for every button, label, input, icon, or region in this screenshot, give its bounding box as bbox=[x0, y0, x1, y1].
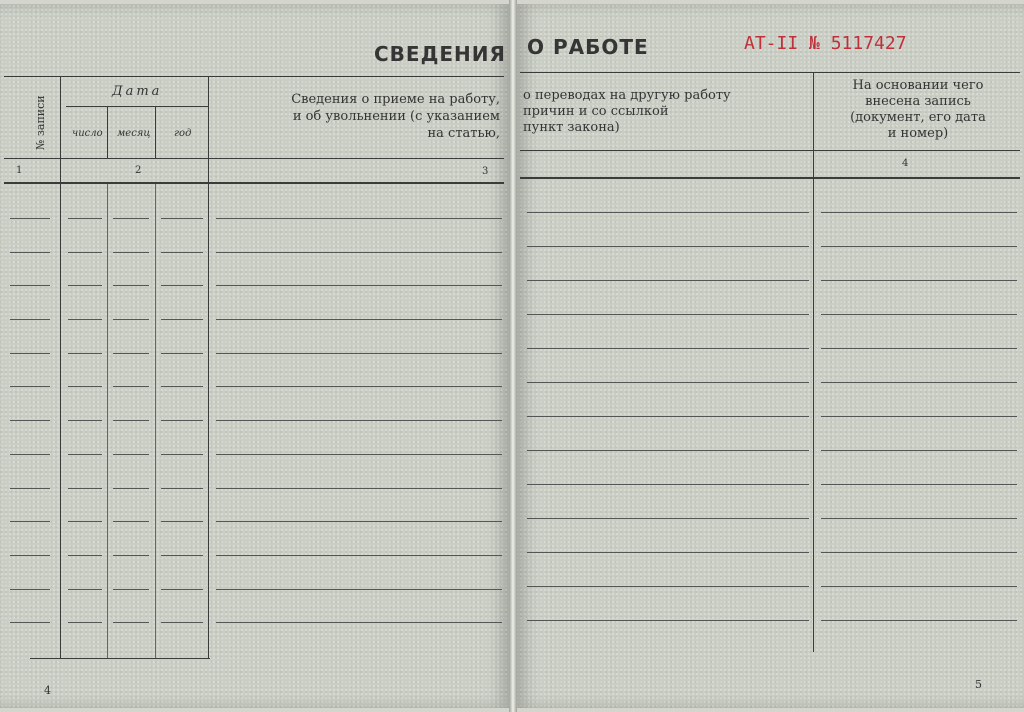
book-spine bbox=[509, 0, 517, 712]
ruled-line-basis bbox=[821, 382, 1017, 383]
ruled-line-info-left bbox=[216, 386, 502, 387]
date-subdivider-2 bbox=[155, 106, 156, 158]
ruled-line-entry bbox=[10, 218, 50, 219]
ruled-line-info-right bbox=[527, 314, 809, 315]
ruled-line-info-right bbox=[527, 484, 809, 485]
entry-number-header: № записи bbox=[34, 95, 47, 150]
ruled-line-year bbox=[161, 218, 203, 219]
right-header-bottom-rule bbox=[520, 177, 1020, 179]
ruled-line-info-left bbox=[216, 488, 502, 489]
ruled-line-info-left bbox=[216, 622, 502, 623]
section-title-right: О РАБОТЕ bbox=[527, 35, 649, 59]
ruled-line-info-left bbox=[216, 420, 502, 421]
column-number-1: 1 bbox=[16, 165, 23, 176]
col-divider-basis bbox=[813, 72, 814, 652]
info-left-header-1: Сведения о приеме на работу, bbox=[291, 92, 500, 107]
info-left-header-2: и об увольнении (с указанием bbox=[292, 109, 500, 124]
ruled-line-month bbox=[113, 521, 149, 522]
ruled-line-day bbox=[68, 252, 102, 253]
ruled-line-info-right bbox=[527, 212, 809, 213]
ruled-line-entry bbox=[10, 386, 50, 387]
day-header: число bbox=[72, 128, 103, 139]
ruled-line-info-left bbox=[216, 555, 502, 556]
basis-header-1: На основании чего bbox=[852, 78, 984, 93]
ruled-line-month bbox=[113, 420, 149, 421]
info-right-header-1: о переводах на другую работу bbox=[523, 88, 731, 103]
ruled-line-year bbox=[161, 252, 203, 253]
ruled-line-day bbox=[68, 622, 102, 623]
serial-number: АТ-II № 5117427 bbox=[744, 33, 907, 54]
ruled-line-year bbox=[161, 285, 203, 286]
ruled-line-basis bbox=[821, 586, 1017, 587]
ruled-line-day bbox=[68, 488, 102, 489]
ruled-line-basis bbox=[821, 484, 1017, 485]
ruled-line-month bbox=[113, 252, 149, 253]
ruled-line-day bbox=[68, 589, 102, 590]
ruled-line-year bbox=[161, 386, 203, 387]
ruled-line-month bbox=[113, 353, 149, 354]
ruled-line-entry bbox=[10, 252, 50, 253]
ruled-line-day bbox=[68, 319, 102, 320]
ruled-line-entry bbox=[10, 589, 50, 590]
ruled-line-entry bbox=[10, 285, 50, 286]
ruled-line-month bbox=[113, 622, 149, 623]
ruled-line-entry bbox=[10, 319, 50, 320]
ruled-line-month bbox=[113, 454, 149, 455]
info-right-header-3: пункт закона) bbox=[523, 120, 620, 135]
ruled-line-info-right bbox=[527, 348, 809, 349]
ruled-line-info-right bbox=[527, 382, 809, 383]
left-header-bottom-rule bbox=[4, 182, 504, 184]
ruled-line-info-left bbox=[216, 319, 502, 320]
ruled-line-info-right bbox=[527, 620, 809, 621]
ruled-line-day bbox=[68, 521, 102, 522]
ruled-line-year bbox=[161, 353, 203, 354]
ruled-line-entry bbox=[10, 521, 50, 522]
ruled-line-basis bbox=[821, 416, 1017, 417]
ruled-line-day bbox=[68, 285, 102, 286]
right-header-sub-rule bbox=[520, 150, 1020, 151]
ruled-line-info-left bbox=[216, 285, 502, 286]
ruled-line-year bbox=[161, 420, 203, 421]
ruled-line-entry bbox=[10, 420, 50, 421]
ruled-line-month bbox=[113, 285, 149, 286]
ruled-line-info-left bbox=[216, 521, 502, 522]
ruled-line-day bbox=[68, 353, 102, 354]
ruled-line-info-right bbox=[527, 246, 809, 247]
page-number-right: 5 bbox=[975, 678, 982, 691]
ruled-line-entry bbox=[10, 454, 50, 455]
ruled-line-year bbox=[161, 454, 203, 455]
ruled-line-basis bbox=[821, 620, 1017, 621]
date-group-rule bbox=[66, 106, 208, 107]
ruled-line-basis bbox=[821, 450, 1017, 451]
ruled-line-month bbox=[113, 488, 149, 489]
left-header-sub-rule bbox=[4, 158, 504, 159]
ruled-line-day bbox=[68, 555, 102, 556]
basis-header-4: и номер) bbox=[887, 126, 949, 141]
ruled-line-info-left bbox=[216, 218, 502, 219]
ruled-line-entry bbox=[10, 555, 50, 556]
ruled-line-day bbox=[68, 420, 102, 421]
ruled-line-basis bbox=[821, 314, 1017, 315]
date-body-divider-1 bbox=[107, 184, 108, 658]
info-left-header-3: на статью, bbox=[427, 126, 500, 141]
ruled-line-entry bbox=[10, 622, 50, 623]
ruled-line-day bbox=[68, 386, 102, 387]
ruled-line-basis bbox=[821, 518, 1017, 519]
ruled-line-month bbox=[113, 218, 149, 219]
date-body-divider-2 bbox=[155, 184, 156, 658]
ruled-line-day bbox=[68, 454, 102, 455]
date-header: Дата bbox=[112, 84, 163, 99]
ruled-line-year bbox=[161, 521, 203, 522]
ruled-line-year bbox=[161, 622, 203, 623]
column-number-2: 2 bbox=[135, 165, 142, 176]
ruled-line-basis bbox=[821, 212, 1017, 213]
basis-header-3: (документ, его дата bbox=[850, 110, 986, 125]
ruled-line-info-right bbox=[527, 552, 809, 553]
ruled-line-info-left bbox=[216, 252, 502, 253]
page-number-left: 4 bbox=[44, 684, 51, 697]
basis-header-2: внесена запись bbox=[865, 94, 971, 109]
ruled-line-entry bbox=[10, 488, 50, 489]
ruled-line-info-right bbox=[527, 280, 809, 281]
ruled-line-month bbox=[113, 386, 149, 387]
left-table-bottom-rule bbox=[30, 658, 210, 659]
ruled-line-day bbox=[68, 218, 102, 219]
right-header-top-rule bbox=[520, 72, 1020, 73]
ruled-line-info-right bbox=[527, 586, 809, 587]
ruled-line-info-left bbox=[216, 589, 502, 590]
column-number-3: 3 bbox=[482, 166, 489, 177]
month-header: месяц bbox=[117, 128, 151, 139]
ruled-line-info-right bbox=[527, 450, 809, 451]
ruled-line-info-left bbox=[216, 353, 502, 354]
ruled-line-month bbox=[113, 589, 149, 590]
ruled-line-year bbox=[161, 555, 203, 556]
ruled-line-info-left bbox=[216, 454, 502, 455]
ruled-line-year bbox=[161, 488, 203, 489]
ruled-line-month bbox=[113, 555, 149, 556]
ruled-line-year bbox=[161, 589, 203, 590]
ruled-line-basis bbox=[821, 552, 1017, 553]
ruled-line-basis bbox=[821, 246, 1017, 247]
column-number-4: 4 bbox=[902, 158, 909, 169]
section-title-left: СВЕДЕНИЯ bbox=[374, 42, 506, 66]
ruled-line-basis bbox=[821, 280, 1017, 281]
year-header: год bbox=[174, 128, 192, 139]
col-divider-date bbox=[208, 76, 209, 658]
ruled-line-info-right bbox=[527, 518, 809, 519]
ruled-line-month bbox=[113, 319, 149, 320]
left-header-top-rule bbox=[4, 76, 504, 77]
ruled-line-year bbox=[161, 319, 203, 320]
ruled-line-info-right bbox=[527, 416, 809, 417]
date-subdivider-1 bbox=[107, 106, 108, 158]
ruled-line-entry bbox=[10, 353, 50, 354]
col-divider-entry bbox=[60, 76, 61, 658]
info-right-header-2: причин и со ссылкой bbox=[523, 104, 669, 119]
ruled-line-basis bbox=[821, 348, 1017, 349]
